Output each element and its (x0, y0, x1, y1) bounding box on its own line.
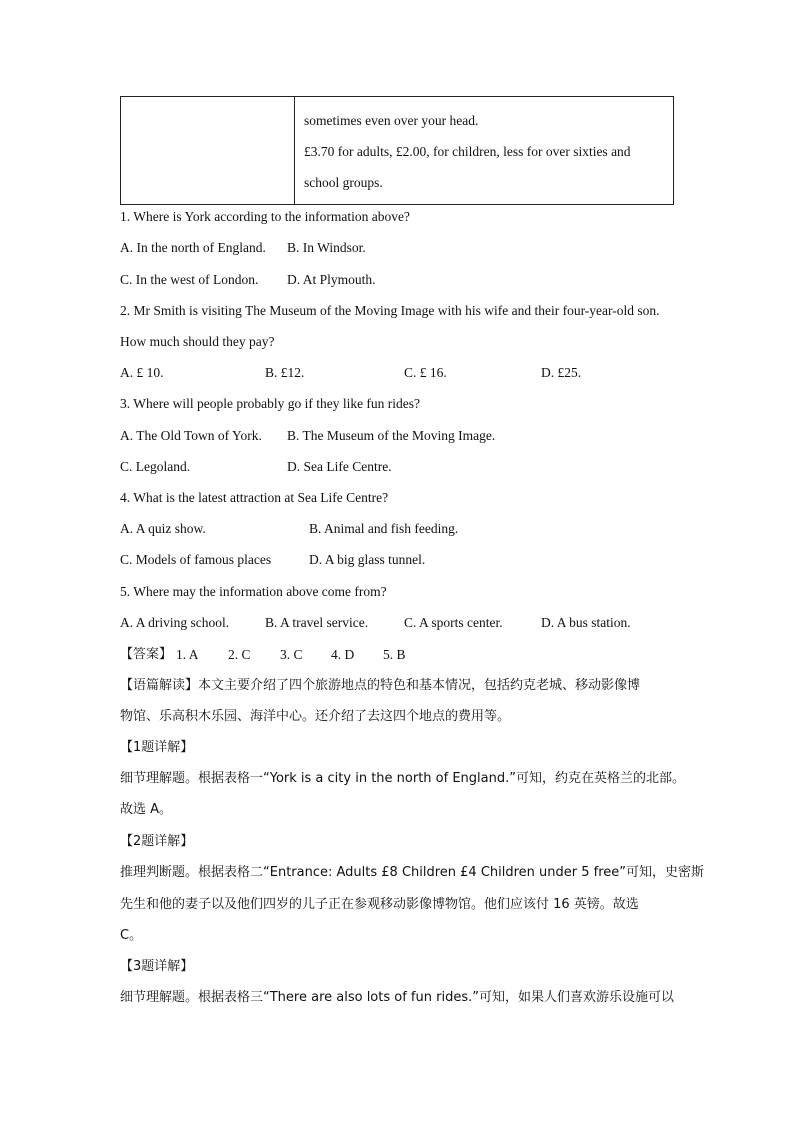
question-2-stem: 2. Mr Smith is visiting The Museum of the Moving Image with his wife and their four-year-old son. (120, 303, 660, 318)
question-5-option-b: B. A travel service. (265, 615, 369, 630)
question-4-option-a: A. A quiz show. (120, 521, 206, 536)
question-3-option-b: B. The Museum of the Moving Image. (287, 428, 496, 443)
table-cell-right (295, 97, 674, 205)
question-2-option-b: B. £12. (265, 365, 305, 380)
table-text-line: sometimes even over your head. (304, 113, 479, 128)
question-5-option-a: A. A driving school. (120, 615, 230, 630)
question-4-option-b: B. Animal and fish feeding. (309, 521, 459, 536)
question-3-option-a: A. The Old Town of York. (120, 428, 262, 443)
table-cell-left (121, 97, 295, 205)
attractions-table-fragment (120, 96, 674, 205)
question-1-option-a: A. In the north of England. (120, 240, 266, 255)
answer-item: 5. B (383, 647, 406, 662)
question-5-option-c: C. A sports center. (404, 615, 503, 630)
question-5-option-d: D. A bus station. (541, 615, 631, 630)
detail-1-text: 故选 A。 (120, 802, 173, 817)
detail-2-text: 先生和他的妻子以及他们四岁的儿子正在参观移动影像博物馆。他们应该付 16 英镑。故选 (120, 897, 639, 912)
answer-label: 【答案】 (120, 647, 173, 662)
table-text-line: school groups. (304, 175, 383, 190)
answer-item: 4. D (331, 647, 355, 662)
question-1-stem: 1. Where is York according to the information above? (120, 209, 410, 224)
detail-2-heading: 【2题详解】 (120, 834, 194, 849)
question-4-option-c: C. Models of famous places (120, 552, 272, 567)
question-4-option-d: D. A big glass tunnel. (309, 552, 426, 567)
question-1-option-c: C. In the west of London. (120, 272, 259, 287)
analysis-line: 物馆、乐高积木乐园、海洋中心。还介绍了去这四个地点的费用等。 (120, 709, 511, 724)
detail-2-text: 推理判断题。根据表格二“Entrance: Adults £8 Children £4 Children under 5 free”可知，史密斯 (120, 865, 705, 880)
answer-item: 1. A (176, 647, 199, 662)
question-1-option-d: D. At Plymouth. (287, 272, 376, 287)
question-2-stem-cont: How much should they pay? (120, 334, 275, 349)
question-4-stem: 4. What is the latest attraction at Sea Life Centre? (120, 490, 389, 505)
question-2-option-a: A. £ 10. (120, 365, 164, 380)
question-3-option-c: C. Legoland. (120, 459, 191, 474)
question-2-option-c: C. £ 16. (404, 365, 447, 380)
question-3-stem: 3. Where will people probably go if they like fun rides? (120, 396, 421, 411)
table-row (121, 97, 674, 205)
answer-item: 2. C (228, 647, 251, 662)
question-5-stem: 5. Where may the information above come from? (120, 584, 387, 599)
detail-1-text: 细节理解题。根据表格一“York is a city in the north of England.”可知，约克在英格兰的北部。 (120, 771, 685, 786)
detail-3-text: 细节理解题。根据表格三“There are also lots of fun rides.”可知，如果人们喜欢游乐设施可以 (120, 990, 674, 1005)
question-2-option-d: D. £25. (541, 365, 582, 380)
question-3-option-d: D. Sea Life Centre. (287, 459, 392, 474)
detail-3-heading: 【3题详解】 (120, 959, 194, 974)
detail-1-heading: 【1题详解】 (120, 740, 194, 755)
detail-2-text: C。 (120, 928, 143, 943)
analysis-line: 【语篇解读】本文主要介绍了四个旅游地点的特色和基本情况，包括约克老城、移动影像博 (120, 678, 641, 693)
table-text-line: £3.70 for adults, £2.00, for children, less for over sixties and (304, 144, 631, 159)
answer-item: 3. C (280, 647, 303, 662)
question-1-option-b: B. In Windsor. (287, 240, 366, 255)
